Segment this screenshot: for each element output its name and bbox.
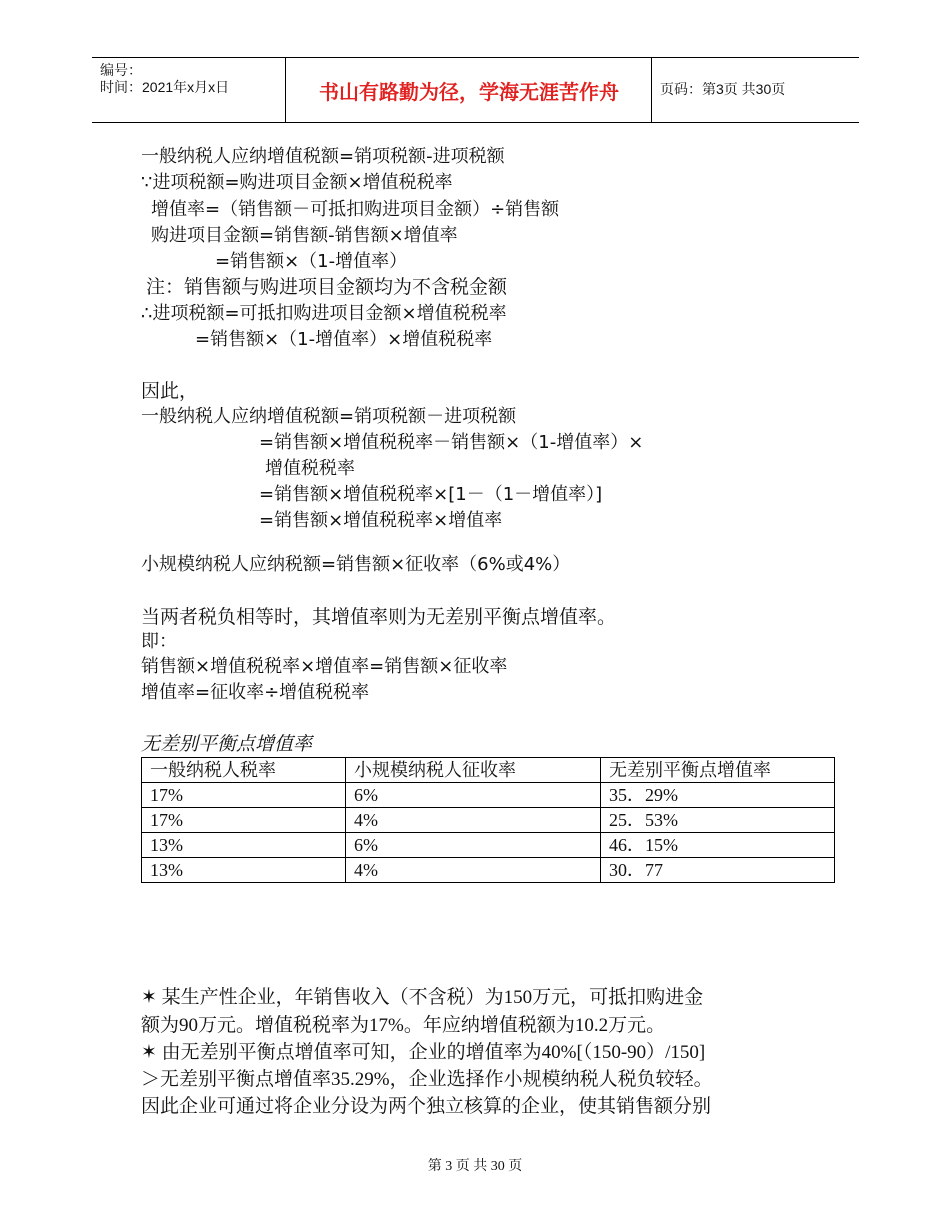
table-header-cell: 小规模纳税人征收率 — [346, 758, 601, 783]
table-cell: 13% — [142, 833, 346, 858]
table-cell: 30．77 — [601, 858, 835, 883]
paragraph-line: 因此企业可通过将企业分设为两个独立核算的企业，使其销售额分别 — [141, 1096, 712, 1117]
formula-line: =销售额×（1-增值率）×增值税税率 — [195, 329, 493, 350]
formula-line: 增值率=征收率÷增值税税率 — [141, 682, 370, 703]
table-cell: 25．53% — [601, 808, 835, 833]
formula-line: 增值率=（销售额－可抵扣购进项目金额）÷销售额 — [151, 199, 560, 220]
formula-line: 购进项目金额=销售额-销售额×增值率 — [151, 225, 458, 246]
text-line: 当两者税负相等时，其增值率则为无差别平衡点增值率。 — [141, 607, 617, 628]
table-cell: 6% — [346, 783, 601, 808]
text-line: 因此， — [141, 381, 199, 402]
formula-line: =销售额×增值税税率×增值率 — [259, 510, 503, 531]
table-header-cell: 无差别平衡点增值率 — [601, 758, 835, 783]
formula-line: =销售额×（1-增值率） — [215, 251, 408, 272]
note-line: 注：销售额与购进项目金额均为不含税金额 — [146, 277, 508, 298]
header-divider-right — [651, 57, 652, 123]
page-footer: 第 3 页 共 30 页 — [427, 1159, 523, 1174]
rates-table — [141, 757, 835, 883]
paragraph-line: 额为90万元。增值税税率为17%。年应纳增值税额为10.2万元。 — [141, 1015, 666, 1036]
table-row — [142, 833, 835, 858]
table-cell: 6% — [346, 833, 601, 858]
formula-line: ∴进项税额=可抵扣购进项目金额×增值税税率 — [141, 303, 507, 324]
formula-line: 销售额×增值税税率×增值率=销售额×征收率 — [141, 656, 508, 677]
header-top-rule — [92, 57, 859, 58]
formula-line: 增值税税率 — [265, 458, 355, 479]
header-time-label: 时间：2021年x月x日 — [100, 79, 230, 95]
text-line: 即： — [141, 631, 177, 652]
table-header-row — [142, 758, 835, 783]
table-cell: 17% — [142, 783, 346, 808]
table-cell: 13% — [142, 858, 346, 883]
table-row — [142, 858, 835, 883]
table-cell: 4% — [346, 808, 601, 833]
header-meta — [100, 62, 229, 96]
table-cell: 4% — [346, 858, 601, 883]
table-cell: 35．29% — [601, 783, 835, 808]
table-row — [142, 783, 835, 808]
paragraph-line: ✶ 由无差别平衡点增值率可知，企业的增值率为40%[（150-90）/150] — [141, 1042, 706, 1063]
formula-line: 一般纳税人应纳增值税额=销项税额－进项税额 — [141, 406, 517, 427]
header-bottom-rule — [92, 122, 859, 123]
formula-line: =销售额×增值税税率×[1－（1－增值率）] — [259, 484, 603, 505]
formula-line: =销售额×增值税税率－销售额×（1-增值率）× — [259, 432, 644, 453]
formula-line: 小规模纳税人应纳税额=销售额×征收率（6%或4%） — [141, 554, 571, 575]
table-header-cell: 一般纳税人税率 — [142, 758, 346, 783]
paragraph-line: ✶ 某生产性企业，年销售收入（不含税）为150万元，可抵扣购进金 — [141, 987, 704, 1008]
header-divider-left — [285, 57, 286, 123]
table-cell: 46．15% — [601, 833, 835, 858]
formula-line: ∵进项税额=购进项目金额×增值税税率 — [141, 172, 453, 193]
header-page-info: 页码：第3页 共30页 — [660, 81, 786, 97]
table-row — [142, 808, 835, 833]
header-number-label: 编号： — [100, 62, 142, 78]
table-caption: 无差别平衡点增值率 — [141, 734, 313, 755]
paragraph-line: ＞无差别平衡点增值率35.29%，企业选择作小规模纳税人税负较轻。 — [141, 1069, 713, 1090]
table-cell: 17% — [142, 808, 346, 833]
formula-line: 一般纳税人应纳增值税额=销项税额-进项税额 — [141, 146, 505, 167]
header-motto: 书山有路勤为径，学海无涯苦作舟 — [319, 80, 619, 104]
